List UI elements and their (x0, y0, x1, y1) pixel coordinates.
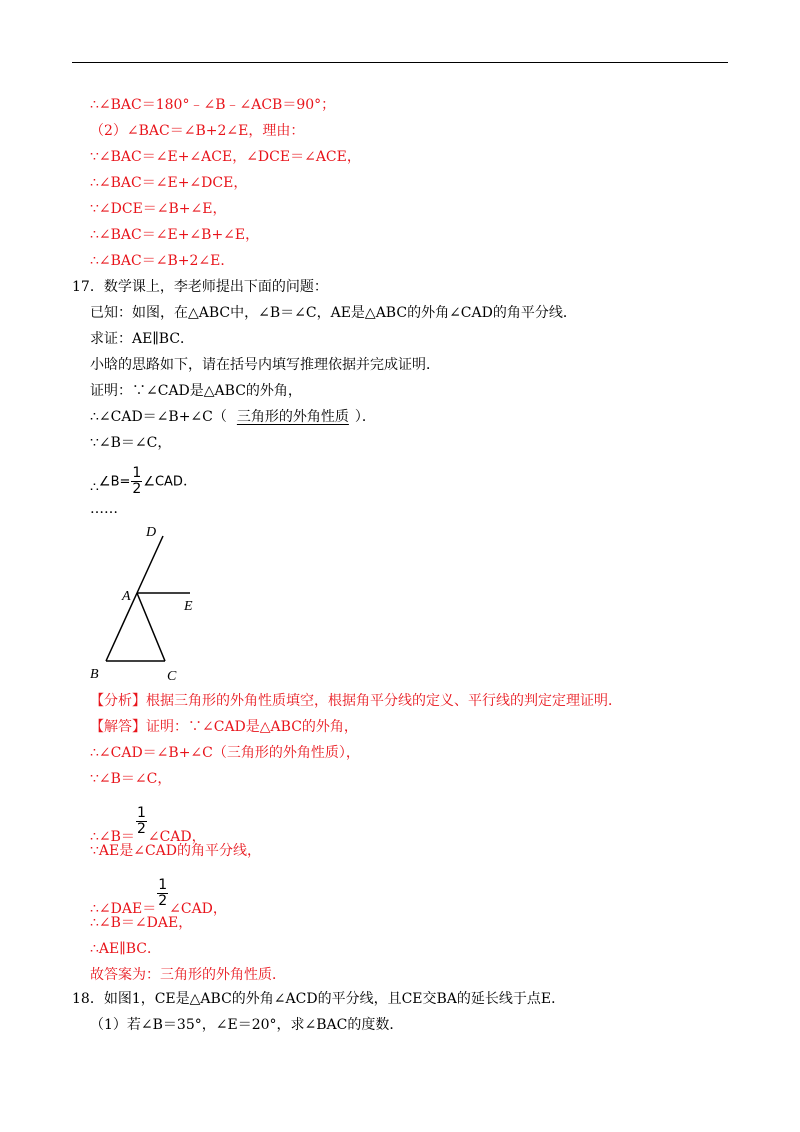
question-18-part-1: （1）若∠B＝35°，∠E＝20°，求∠BAC的度数． (90, 1017, 404, 1033)
geometry-figure (80, 520, 230, 685)
solution-line-7: ∴∠BAC＝∠B+2∠E． (90, 253, 235, 269)
answer-line-1 (90, 718, 358, 736)
ellipsis: …… (90, 501, 118, 517)
answer-fraction-1-num: 1 (136, 805, 146, 821)
label-c: C (167, 669, 177, 684)
question-17-title: 17．数学课上，李老师提出下面的问题： (72, 279, 328, 295)
answer-line-4-prefix: ∴∠B＝ (90, 829, 135, 845)
header-rule (72, 62, 728, 63)
ray-ad (137, 536, 163, 593)
answer-line-4-suffix: ∠CAD， (147, 829, 206, 845)
proof-line-2-suffix: ）． (354, 409, 376, 425)
solution-line-1: ∴∠BAC＝180°﹣∠B﹣∠ACB＝90°； (90, 97, 336, 113)
solution-line-5: ∵∠DCE＝∠B+∠E， (90, 201, 227, 217)
proof-line-2 (90, 408, 376, 426)
question-17-idea: 小晗的思路如下，请在括号内填写推理依据并完成证明． (90, 357, 440, 373)
question-18-title: 18．如图1，CE是△ABC的外角∠ACD的平分线，且CE交BA的延长线于点E． (72, 991, 566, 1007)
question-17-known: 已知：如图，在△ABC中，∠B＝∠C，AE是△ABC的外角∠CAD的角平分线． (90, 305, 577, 321)
answer-fraction-2 (157, 878, 168, 909)
proof-line-4-period: . (182, 473, 188, 490)
answer-line-7: ∴∠B＝∠DAE， (90, 915, 193, 931)
answer-line-6-prefix: ∴∠DAE＝ (90, 901, 157, 917)
fraction-denominator: 2 (132, 481, 142, 497)
segment-ac (137, 593, 165, 661)
analysis-line: 【分析】根据三角形的外角性质填空，根据角平分线的定义、平行线的判定定理证明． (90, 693, 622, 709)
therefore-symbol: ∴ (90, 479, 99, 496)
fraction-one-half (131, 466, 142, 497)
label-e: E (184, 599, 193, 614)
proof-line-4 (90, 465, 188, 497)
answer-line-3: ∵∠B＝∠C， (90, 771, 172, 787)
label-a: A (122, 589, 131, 604)
answer-fraction-2-den: 2 (158, 893, 168, 909)
answer-fraction-1-den: 2 (136, 821, 146, 837)
answer-fraction-2-num: 1 (158, 877, 168, 893)
solution-line-3: ∵∠BAC＝∠E+∠ACE，∠DCE＝∠ACE， (90, 149, 361, 165)
final-answer: 故答案为：三角形的外角性质． (90, 967, 286, 983)
label-b: B (90, 667, 99, 682)
solution-line-2: （2）∠BAC＝∠B+2∠E，理由： (90, 123, 305, 139)
answer-line-4 (90, 805, 206, 845)
proof-line-4-left: ∠B= (98, 474, 131, 490)
proof-line-1: 证明：∵∠CAD是△ABC的外角， (90, 383, 302, 399)
answer-line-6 (90, 877, 227, 917)
label-d: D (146, 525, 157, 540)
question-17-prove: 求证：AE∥BC． (90, 331, 195, 347)
answer-line-8: ∴AE∥BC． (90, 941, 161, 957)
answer-fraction-1 (136, 806, 147, 837)
answer-line-2: ∴∠CAD＝∠B+∠C（三角形的外角性质）， (90, 745, 360, 761)
fraction-numerator: 1 (132, 465, 142, 481)
solution-line-6: ∴∠BAC＝∠E+∠B+∠E， (90, 227, 260, 243)
answer-line-6-suffix: ∠CAD， (169, 901, 227, 917)
solution-line-4: ∴∠BAC＝∠E+∠DCE， (90, 175, 248, 191)
answer-line-5: ∵AE是∠CAD的角平分线， (90, 843, 262, 859)
proof-blank-answer: 三角形的外角性质 (236, 409, 349, 425)
answer-line-1-text: 【解答】证明：∵∠CAD是△ABC的外角， (90, 719, 358, 735)
proof-line-4-right: ∠CAD (143, 474, 183, 490)
proof-line-3: ∵∠B＝∠C， (90, 435, 172, 451)
proof-line-2-prefix: ∴∠CAD＝∠B+∠C（ (90, 409, 227, 425)
